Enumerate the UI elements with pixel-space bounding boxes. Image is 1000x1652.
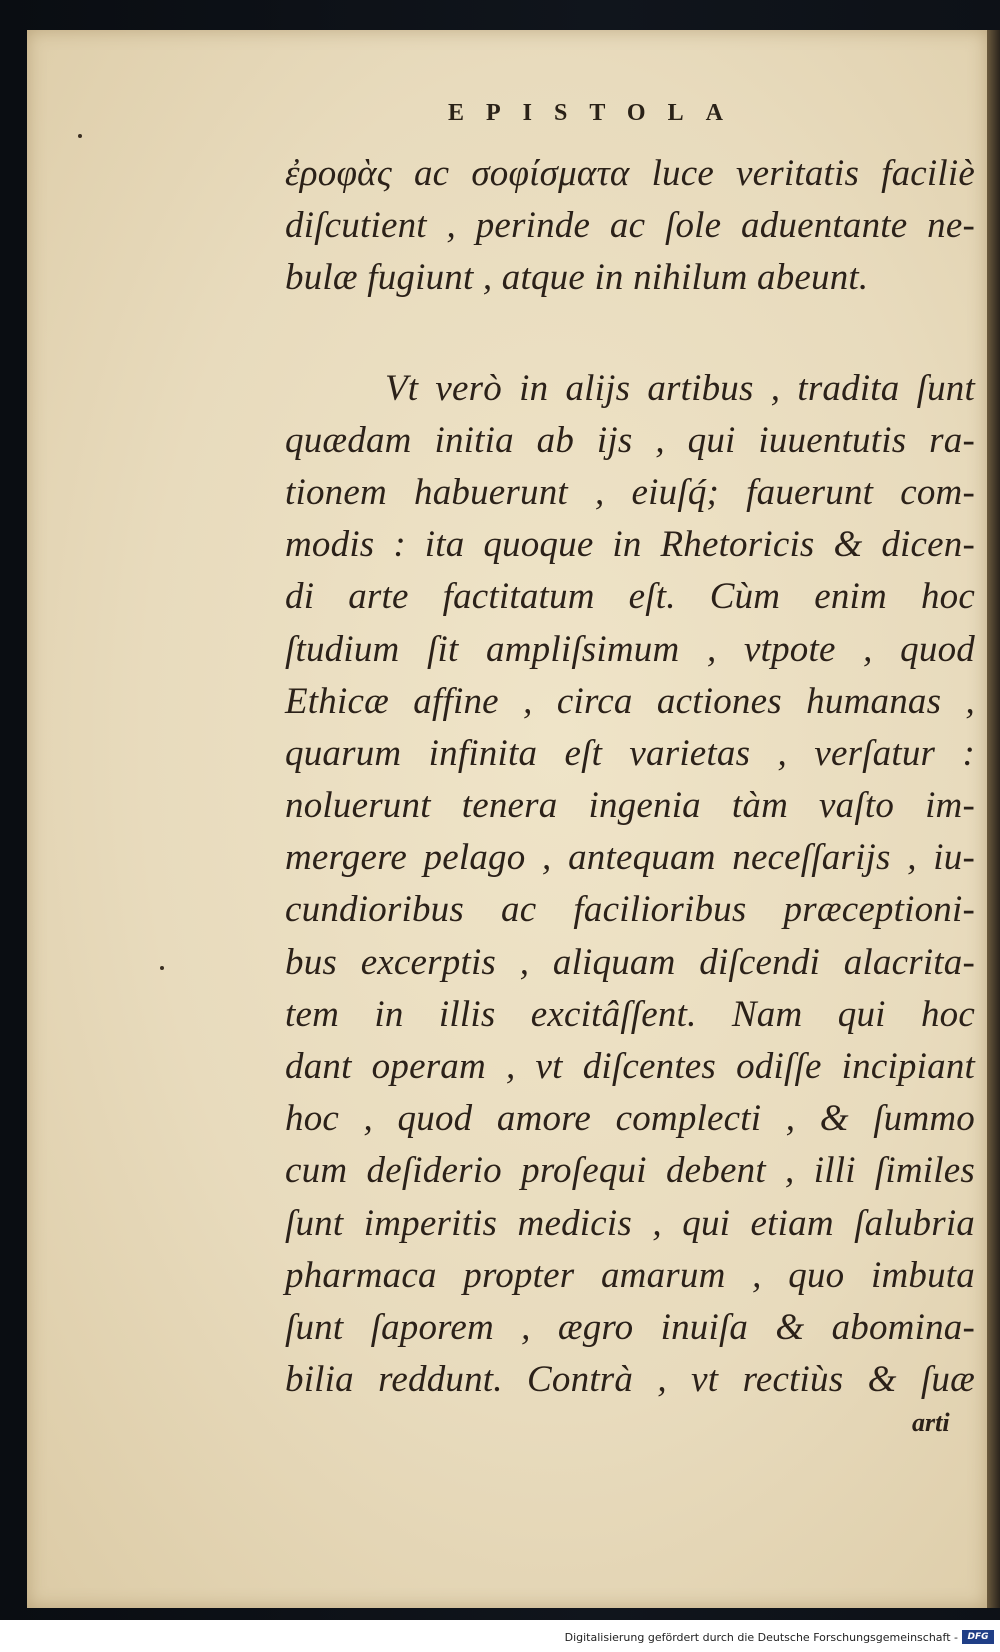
text-line: ἐροφὰς ac σοφίσματα luce veritatis faciliè <box>285 153 975 194</box>
ink-speck <box>78 134 82 138</box>
text-line: Ethicæ affine , circa actiones humanas , <box>285 680 975 722</box>
text-line: diſcutient , perinde ac ſole aduentante ne- <box>285 205 975 247</box>
text-line: di arte factitatum eſt. Cùm enim hoc <box>285 576 975 618</box>
catchword: arti <box>912 1408 950 1437</box>
text-line: cundioribus ac facilioribus præceptioni- <box>285 889 975 931</box>
text-line: cum deſiderio proſequi debent , illi ſimiles <box>285 1150 975 1192</box>
text-line: ſunt ſaporem , ægro inuiſa & abomina- <box>285 1306 975 1348</box>
text-line: bulæ fugiunt , atque in nihilum abeunt. <box>285 257 869 299</box>
text-line: bus excerptis , aliquam diſcendi alacrita- <box>285 941 975 983</box>
running-head: EPISTOLA <box>448 100 745 126</box>
footer-credit: Digitalisierung gefördert durch die Deutsche Forschungsgemeinschaft - <box>564 1631 958 1644</box>
text-line: dant operam , vt diſcentes odiſſe incipiant <box>285 1046 975 1087</box>
text-line: Vt verò in alijs artibus , tradita ſunt <box>385 367 975 409</box>
paragraph-gap <box>285 305 975 363</box>
ink-speck <box>160 966 164 970</box>
text-line: noluerunt tenera ingenia tàm vaſto im- <box>285 785 975 827</box>
text-line: mergere pelago , antequam neceſſarijs , iu- <box>285 837 975 879</box>
text-line: quarum infinita eſt varietas , verſatur : <box>285 732 975 774</box>
text-line: ſtudium ſit ampliſsimum , vtpote , quod <box>285 628 975 670</box>
text-line: bilia reddunt. Contrà , vt rectiùs & ſuæ <box>285 1359 975 1401</box>
dfg-logo: DFG <box>962 1630 994 1644</box>
text-line: modis : ita quoque in Rhetoricis & dicen- <box>285 524 975 566</box>
text-line: quædam initia ab ijs , qui iuuentutis ra- <box>285 419 975 461</box>
page-edge <box>987 30 1000 1608</box>
text-line: tionem habuerunt , eiuſq́; fauerunt com- <box>285 471 975 513</box>
text-line: hoc , quod amore complecti , & ſummo <box>285 1098 975 1140</box>
text-line: pharmaca propter amarum , quo imbuta <box>285 1254 975 1296</box>
text-line: ſunt imperitis medicis , qui etiam ſalubria <box>285 1202 975 1244</box>
body-text <box>285 148 975 1406</box>
text-line: tem in illis excitâſſent. Nam qui hoc <box>285 993 975 1035</box>
